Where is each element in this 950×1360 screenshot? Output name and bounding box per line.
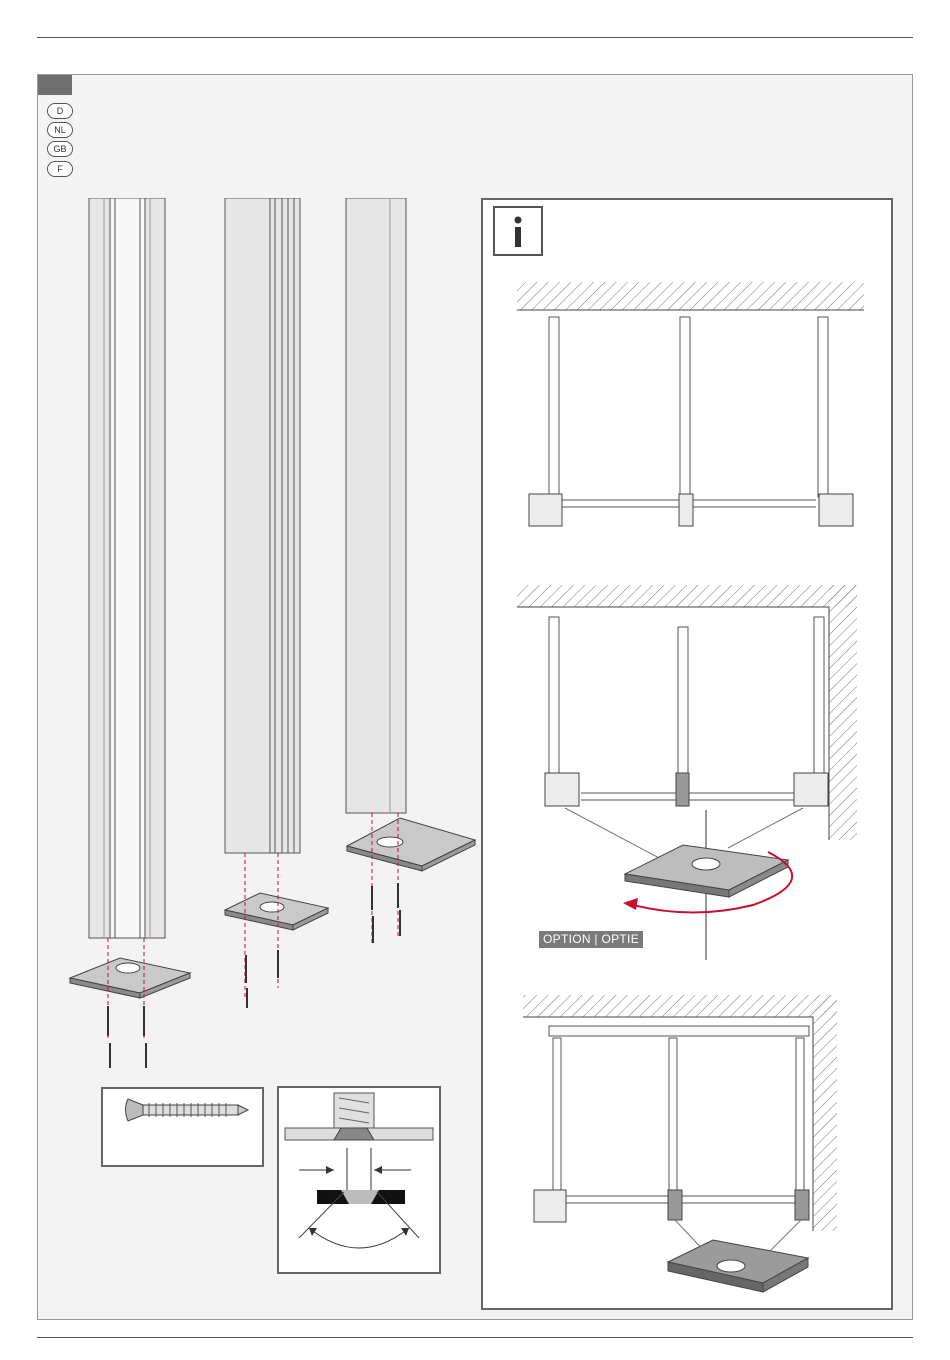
corner-mount-diagram [517, 585, 857, 960]
info-panel [481, 198, 893, 1310]
base-plate-3 [347, 818, 475, 871]
countersink-diagram [279, 1088, 439, 1272]
step-badge [38, 75, 72, 95]
profile-assembly-illustration [60, 198, 480, 1078]
language-badge-gb: GB [47, 141, 73, 157]
option-label: OPTION | OPTIE [539, 931, 643, 948]
bottom-rule [37, 1337, 913, 1338]
screws-1 [108, 1006, 146, 1068]
screws-3 [372, 883, 400, 943]
wall-mount-diagram [523, 995, 837, 1292]
language-badge-f: F [47, 161, 73, 177]
base-plate-2 [225, 893, 328, 930]
installation-diagrams [483, 200, 891, 1308]
countersink-section-box [277, 1086, 441, 1274]
base-plate-1 [70, 958, 190, 998]
screw-icon [103, 1089, 262, 1165]
screws-2 [246, 950, 278, 1008]
top-rule [37, 37, 913, 38]
profile-grooved [225, 198, 300, 853]
profile-u-channel [89, 198, 165, 938]
language-badge-de: D [47, 103, 73, 119]
language-badge-nl: NL [47, 122, 73, 138]
ceiling-mount-diagram [517, 282, 864, 526]
profile-square [346, 198, 406, 813]
screw-detail-box [101, 1087, 264, 1167]
